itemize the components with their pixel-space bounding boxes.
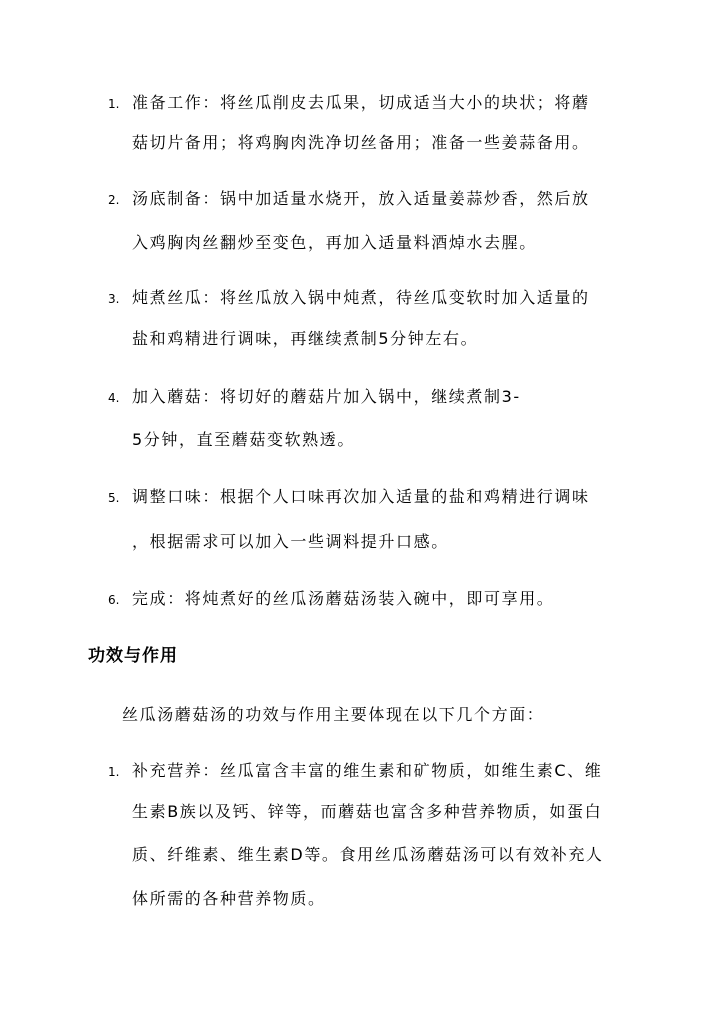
benefit-text-line: 生素B族以及钙、锌等，而蘑菇也富含多种营养物质，如蛋白	[132, 802, 603, 821]
step-number: 1.	[108, 97, 120, 111]
step-number: 6.	[108, 593, 120, 607]
step-number: 2.	[108, 193, 120, 207]
step-text-line: 菇切片备用；将鸡胸肉洗净切丝备用；准备一些姜蒜备用。	[132, 133, 590, 152]
section-intro: 丝瓜汤蘑菇汤的功效与作用主要体现在以下几个方面：	[122, 705, 545, 724]
step-number: 5.	[108, 491, 120, 505]
step-text-line: 加入蘑菇：将切好的蘑菇片加入锅中，继续煮制3-	[132, 387, 521, 406]
step-text-line: 调整口味：根据个人口味再次加入适量的盐和鸡精进行调味	[132, 487, 590, 506]
step-text-line: ，根据需求可以加入一些调料提升口感。	[132, 532, 449, 551]
benefit-text-line: 质、纤维素、维生素D等。食用丝瓜汤蘑菇汤可以有效补充人	[132, 845, 604, 864]
benefit-text-line: 体所需的各种营养物质。	[132, 889, 326, 908]
step-number: 4.	[108, 391, 120, 405]
step-text-line: 5分钟，直至蘑菇变软熟透。	[132, 430, 355, 449]
benefit-text-line: 补充营养：丝瓜富含丰富的维生素和矿物质，如维生素C、维	[132, 761, 603, 780]
benefit-number: 1.	[108, 765, 120, 779]
step-text-line: 入鸡胸肉丝翻炒至变色，再加入适量料酒焯水去腥。	[132, 233, 537, 252]
step-text-line: 盐和鸡精进行调味，再继续煮制5分钟左右。	[132, 329, 479, 348]
step-text-line: 完成：将炖煮好的丝瓜汤蘑菇汤装入碗中，即可享用。	[132, 589, 555, 608]
step-number: 3.	[108, 292, 120, 306]
step-text-line: 汤底制备：锅中加适量水烧开，放入适量姜蒜炒香，然后放	[132, 189, 590, 208]
step-text-line: 炖煮丝瓜：将丝瓜放入锅中炖煮，待丝瓜变软时加入适量的	[132, 288, 590, 307]
section-heading: 功效与作用	[88, 646, 178, 666]
step-text-line: 准备工作：将丝瓜削皮去瓜果，切成适当大小的块状；将蘑	[132, 93, 590, 112]
